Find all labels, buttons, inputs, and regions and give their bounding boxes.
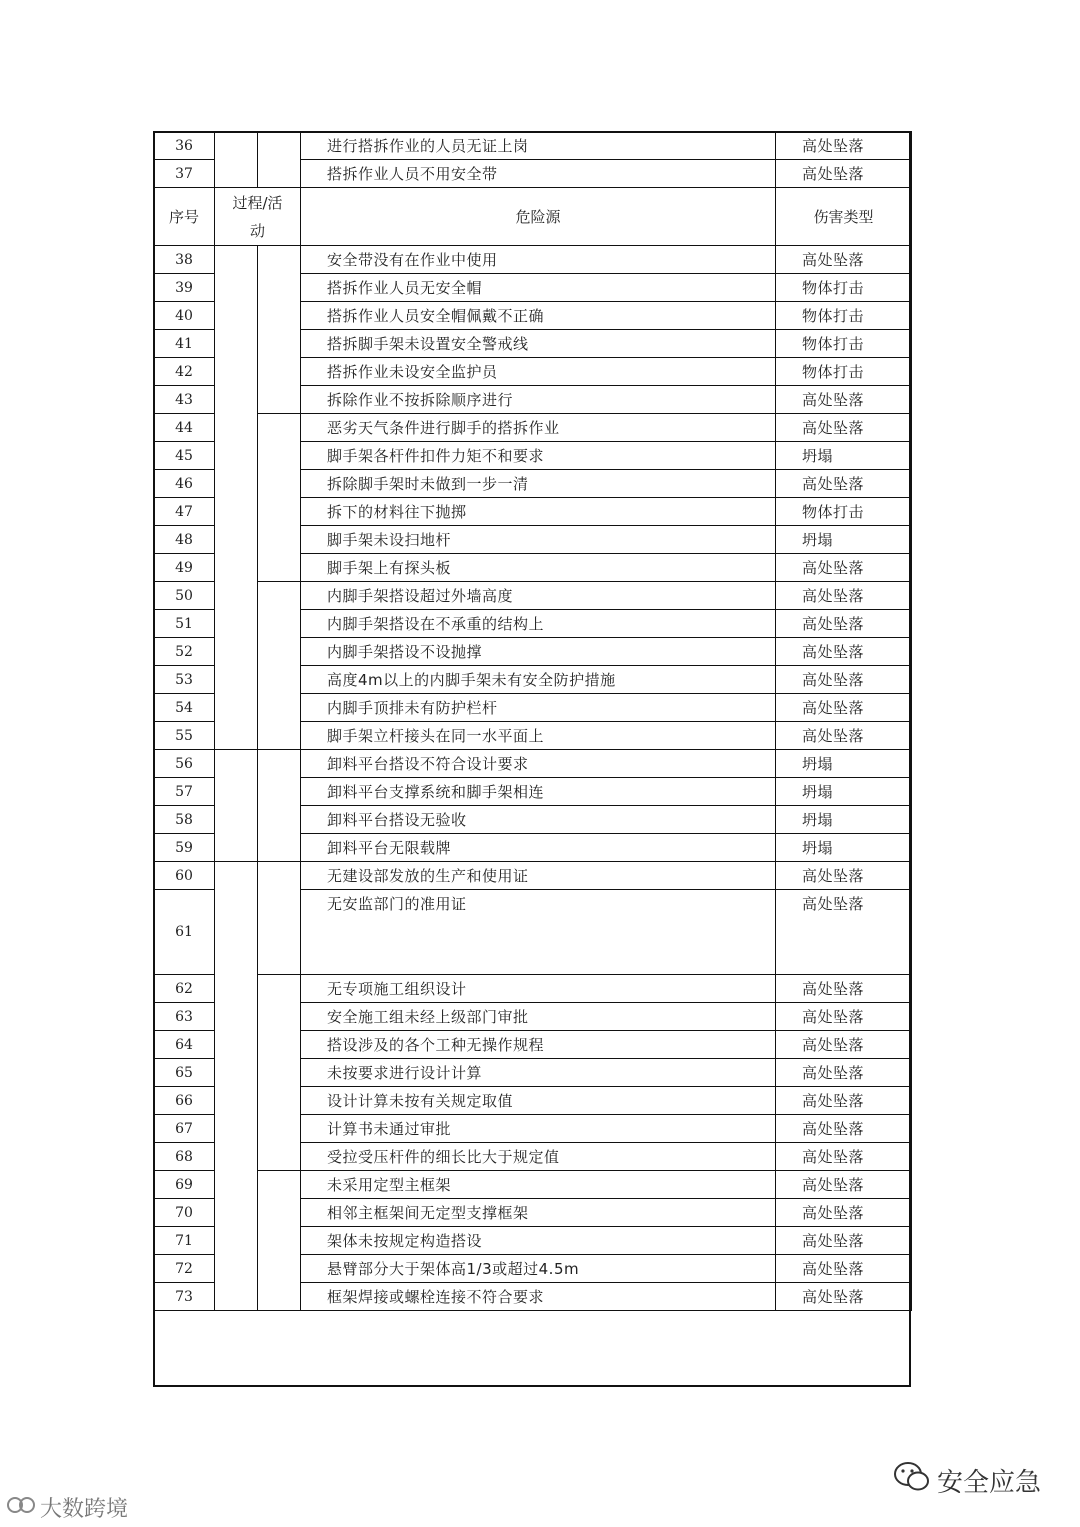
injury-type-cell: 高处坠落 bbox=[776, 694, 912, 722]
injury-type-cell: 高处坠落 bbox=[776, 470, 912, 498]
injury-type-cell: 高处坠落 bbox=[776, 1255, 912, 1283]
row-number: 41 bbox=[154, 330, 215, 358]
hazard-cell: 未按要求进行设计计算 bbox=[301, 1059, 776, 1087]
injury-type-cell: 物体打击 bbox=[776, 330, 912, 358]
injury-type-cell: 物体打击 bbox=[776, 274, 912, 302]
hazard-cell: 搭拆作业人员安全帽佩戴不正确 bbox=[301, 302, 776, 330]
injury-type-cell: 高处坠落 bbox=[776, 246, 912, 274]
row-number: 72 bbox=[154, 1255, 215, 1283]
row-number: 68 bbox=[154, 1143, 215, 1171]
sub-cell-internal bbox=[258, 582, 301, 750]
injury-type-cell: 高处坠落 bbox=[776, 1059, 912, 1087]
injury-type-cell: 高处坠落 bbox=[776, 582, 912, 610]
hazard-cell: 脚手架上有探头板 bbox=[301, 554, 776, 582]
hazard-cell: 脚手架未设扫地杆 bbox=[301, 526, 776, 554]
watermark-left-text: 大数跨境 bbox=[40, 1497, 129, 1522]
injury-type-cell: 高处坠落 bbox=[776, 890, 912, 975]
row-number: 55 bbox=[154, 722, 215, 750]
row-number: 43 bbox=[154, 386, 215, 414]
hazard-cell: 恶劣天气条件进行脚手的搭拆作业 bbox=[301, 414, 776, 442]
row-number: 60 bbox=[154, 862, 215, 890]
injury-type-cell: 物体打击 bbox=[776, 302, 912, 330]
header-injury-type: 伤害类型 bbox=[776, 188, 912, 246]
row-number: 40 bbox=[154, 302, 215, 330]
watermark-right bbox=[893, 1460, 1041, 1501]
injury-type-cell: 高处坠落 bbox=[776, 1143, 912, 1171]
header-process: 过程/活动 bbox=[215, 188, 301, 246]
table-row bbox=[154, 582, 912, 610]
hazard-cell: 无专项施工组织设计 bbox=[301, 975, 776, 1003]
row-number: 58 bbox=[154, 806, 215, 834]
hazard-cell: 卸料平台无限载牌 bbox=[301, 834, 776, 862]
sub-cell-vendor bbox=[258, 862, 301, 975]
group-cell-climbing bbox=[215, 862, 258, 1311]
row-number: 66 bbox=[154, 1087, 215, 1115]
injury-type-cell: 高处坠落 bbox=[776, 1115, 912, 1143]
row-number: 47 bbox=[154, 498, 215, 526]
row-number: 36 bbox=[154, 132, 215, 160]
hazard-cell: 搭拆作业未设安全监护员 bbox=[301, 358, 776, 386]
logo-icon bbox=[6, 1494, 36, 1522]
hazard-cell: 框架焊接或螺栓连接不符合要求 bbox=[301, 1283, 776, 1311]
row-number: 39 bbox=[154, 274, 215, 302]
injury-type-cell: 高处坠落 bbox=[776, 554, 912, 582]
row-number: 54 bbox=[154, 694, 215, 722]
injury-type-cell: 高处坠落 bbox=[776, 386, 912, 414]
hazard-cell: 安全带没有在作业中使用 bbox=[301, 246, 776, 274]
injury-type-cell: 高处坠落 bbox=[776, 1283, 912, 1311]
injury-type-cell: 高处坠落 bbox=[776, 1003, 912, 1031]
hazard-cell: 设计计算未按有关规定取值 bbox=[301, 1087, 776, 1115]
row-number: 37 bbox=[154, 160, 215, 188]
hazard-cell: 搭设涉及的各个工种无操作规程 bbox=[301, 1031, 776, 1059]
hazard-cell: 高度4m以上的内脚手架未有安全防护措施 bbox=[301, 666, 776, 694]
sub-cell-external bbox=[258, 246, 301, 414]
row-number: 61 bbox=[154, 890, 215, 975]
injury-type-cell: 物体打击 bbox=[776, 358, 912, 386]
header-hazard: 危险源 bbox=[301, 188, 776, 246]
hazard-cell: 内脚手架搭设超过外墙高度 bbox=[301, 582, 776, 610]
table-row bbox=[154, 414, 912, 442]
table-row bbox=[154, 246, 912, 274]
injury-type-cell: 高处坠落 bbox=[776, 722, 912, 750]
injury-type-cell: 高处坠落 bbox=[776, 1199, 912, 1227]
hazard-cell: 内脚手架搭设不设抛撑 bbox=[301, 638, 776, 666]
table-row bbox=[154, 1171, 912, 1199]
wechat-icon bbox=[893, 1460, 931, 1501]
row-number: 50 bbox=[154, 582, 215, 610]
row-number: 69 bbox=[154, 1171, 215, 1199]
injury-type-cell: 高处坠落 bbox=[776, 666, 912, 694]
hazard-cell: 安全施工组未经上级部门审批 bbox=[301, 1003, 776, 1031]
row-number: 45 bbox=[154, 442, 215, 470]
hazard-cell: 计算书未通过审批 bbox=[301, 1115, 776, 1143]
hazard-cell: 悬臂部分大于架体高1/3或超过4.5m bbox=[301, 1255, 776, 1283]
injury-type-cell: 高处坠落 bbox=[776, 160, 912, 188]
hazard-cell: 卸料平台搭设不符合设计要求 bbox=[301, 750, 776, 778]
hazard-cell: 相邻主框架间无定型支撑框架 bbox=[301, 1199, 776, 1227]
hazard-cell: 拆除脚手架时未做到一步一清 bbox=[301, 470, 776, 498]
injury-type-cell: 高处坠落 bbox=[776, 1031, 912, 1059]
sub-cell-install bbox=[258, 750, 301, 862]
hazard-cell: 无建设部发放的生产和使用证 bbox=[301, 862, 776, 890]
injury-type-cell: 坍塌 bbox=[776, 778, 912, 806]
row-number: 59 bbox=[154, 834, 215, 862]
table-row bbox=[154, 132, 912, 160]
sub-cell-scaffold bbox=[258, 414, 301, 582]
hazard-cell: 无安监部门的准用证 bbox=[301, 890, 776, 975]
row-number: 49 bbox=[154, 554, 215, 582]
injury-type-cell: 高处坠落 bbox=[776, 862, 912, 890]
row-number: 52 bbox=[154, 638, 215, 666]
table-row bbox=[154, 862, 912, 890]
hazard-cell: 受拉受压杆件的细长比大于规定值 bbox=[301, 1143, 776, 1171]
injury-type-cell: 高处坠落 bbox=[776, 1171, 912, 1199]
injury-type-cell: 高处坠落 bbox=[776, 1087, 912, 1115]
row-number: 63 bbox=[154, 1003, 215, 1031]
row-number: 51 bbox=[154, 610, 215, 638]
table-header-row bbox=[154, 188, 912, 246]
row-number: 44 bbox=[154, 414, 215, 442]
hazard-cell: 卸料平台搭设无验收 bbox=[301, 806, 776, 834]
row-number: 56 bbox=[154, 750, 215, 778]
row-number: 62 bbox=[154, 975, 215, 1003]
injury-type-cell: 高处坠落 bbox=[776, 414, 912, 442]
injury-type-cell: 坍塌 bbox=[776, 442, 912, 470]
header-number: 序号 bbox=[154, 188, 215, 246]
watermark-right-text: 安全应急 bbox=[937, 1468, 1042, 1498]
injury-type-cell: 高处坠落 bbox=[776, 132, 912, 160]
hazard-cell: 拆除作业不按拆除顺序进行 bbox=[301, 386, 776, 414]
hazard-cell: 内脚手架搭设在不承重的结构上 bbox=[301, 610, 776, 638]
row-number: 38 bbox=[154, 246, 215, 274]
row-number: 73 bbox=[154, 1283, 215, 1311]
table-row bbox=[154, 975, 912, 1003]
sub-cell-climbing-install bbox=[258, 1171, 301, 1311]
watermark-left bbox=[6, 1492, 128, 1523]
hazard-cell: 卸料平台支撑系统和脚手架相连 bbox=[301, 778, 776, 806]
row-number: 67 bbox=[154, 1115, 215, 1143]
injury-type-cell: 坍塌 bbox=[776, 806, 912, 834]
injury-type-cell: 高处坠落 bbox=[776, 1227, 912, 1255]
hazard-cell: 架体未按规定构造搭设 bbox=[301, 1227, 776, 1255]
hazard-cell: 脚手架立杆接头在同一水平面上 bbox=[301, 722, 776, 750]
table-row bbox=[154, 750, 912, 778]
process-cell bbox=[215, 132, 258, 188]
row-number: 53 bbox=[154, 666, 215, 694]
injury-type-cell: 坍塌 bbox=[776, 750, 912, 778]
row-number: 70 bbox=[154, 1199, 215, 1227]
injury-type-cell: 坍塌 bbox=[776, 834, 912, 862]
hazard-cell: 搭拆脚手架未设置安全警戒线 bbox=[301, 330, 776, 358]
row-number: 46 bbox=[154, 470, 215, 498]
row-number: 65 bbox=[154, 1059, 215, 1087]
hazard-cell: 内脚手顶排未有防护栏杆 bbox=[301, 694, 776, 722]
hazard-cell: 搭拆作业人员不用安全带 bbox=[301, 160, 776, 188]
injury-type-cell: 高处坠落 bbox=[776, 975, 912, 1003]
hazard-cell: 搭拆作业人员无安全帽 bbox=[301, 274, 776, 302]
injury-type-cell: 坍塌 bbox=[776, 526, 912, 554]
row-number: 64 bbox=[154, 1031, 215, 1059]
row-number: 42 bbox=[154, 358, 215, 386]
activity-cell bbox=[258, 132, 301, 188]
injury-type-cell: 物体打击 bbox=[776, 498, 912, 526]
sub-cell-plan bbox=[258, 975, 301, 1171]
injury-type-cell: 高处坠落 bbox=[776, 610, 912, 638]
row-number: 71 bbox=[154, 1227, 215, 1255]
row-number: 48 bbox=[154, 526, 215, 554]
hazard-cell: 脚手架各杆件扣件力矩不和要求 bbox=[301, 442, 776, 470]
group-cell-scaffold bbox=[215, 246, 258, 750]
hazard-table bbox=[153, 131, 912, 1311]
injury-type-cell: 高处坠落 bbox=[776, 638, 912, 666]
row-number: 57 bbox=[154, 778, 215, 806]
group-cell-platform bbox=[215, 750, 258, 862]
hazard-cell: 进行搭拆作业的人员无证上岗 bbox=[301, 132, 776, 160]
hazard-cell: 未采用定型主框架 bbox=[301, 1171, 776, 1199]
hazard-cell: 拆下的材料往下抛掷 bbox=[301, 498, 776, 526]
